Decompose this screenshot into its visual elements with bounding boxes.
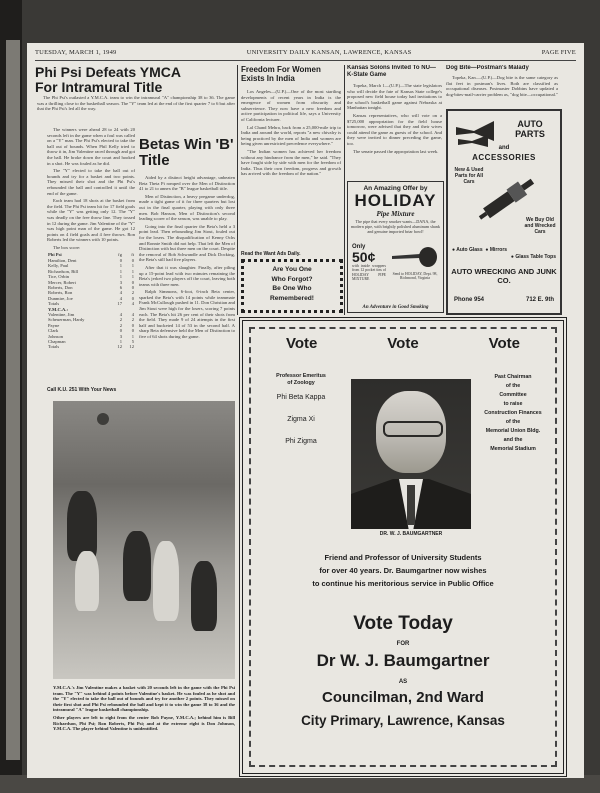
player-ft: 1 [131, 333, 134, 339]
player-name: Johnson [48, 333, 64, 339]
holiday-with: with inside wrappers from 12 pocket tins of HOLIDAY PIPE MIXTURE [352, 264, 386, 282]
holiday-sub: Pipe Mixture [376, 210, 415, 218]
holiday-tagline: The pipe that every smoker wants—DANA, the modern pipe, with brightly polished aluminum shank and genuine imported briar bowl! [351, 219, 440, 234]
auto-item: ● Auto Glass [452, 247, 483, 253]
player-fg: 2 [119, 322, 122, 328]
box-score-table [47, 252, 135, 349]
statement-line: Friend and Professor of University Students [324, 553, 482, 562]
solons-headline-text: Kansas Solons Invited To NU—K-State Game [347, 65, 436, 78]
player-name: Dunmire, Joe [48, 295, 73, 301]
betas-headline-text: Betas Win 'B' Title [139, 137, 234, 169]
player-name: Scheuerman, Hardy [48, 317, 85, 323]
player-name: Clark [48, 328, 59, 334]
credential-line: Construction Finances [484, 410, 542, 416]
remember-box [241, 259, 343, 313]
total-fg: 12 [117, 344, 122, 350]
header-page: PAGE FIVE [541, 49, 576, 56]
player-name: Richardson, Bill [48, 268, 79, 274]
page-header [35, 49, 576, 59]
player-fg: 4 [119, 311, 122, 317]
vote-word: Vote [387, 335, 419, 352]
auto-and: and [498, 145, 510, 151]
statement-line: for over 40 years. Dr. Baumgartner now wishes [319, 566, 487, 575]
dogbite-paragraph: Topeka, Kan.—(U.P.)—Dog bite is the same category as flat feet in postman's lives. Both are classified as occupational diseases. Postmaster Dobbins have updated a dog-bites-mail-carrier problem as, "dog bite—occupational." [446, 75, 558, 97]
vote-word: Vote [285, 335, 318, 352]
phipsi-paragraph: The Phi Psi's outlasted a Y.M.C.A. team to win the intramural "A" championship 38 to 36. The game was a thrilling close to the basketball season. The "Y" team led at the end of the first quarter 7 to 6 but after that the Phi Psi's led all the way. [37, 95, 235, 112]
vote-statement [251, 551, 555, 590]
player-ft: 1 [131, 274, 134, 280]
vote-as: AS [398, 679, 408, 685]
betas-paragraph: Ralph Simmons, 6-foot, 6-inch Beta center, sparked the Beta's with 14 points while teammate Frank McCullough pushed in 11. Don Christian and Jim Stout were high for the losers, scoring 7 points each. The Beta's hit 26 per cent of their shots from the field. They made 9 of 24 attempts in the first half and bucketed 14 of 53 in the second half. A sharp Beta defensive held the Men of Distinction to five of 64 shots during the game. [139, 289, 235, 340]
player-ft: 0 [131, 295, 134, 301]
india-paragraph: "The Indian women has achieved her freedom without any hindrance from the men," he said. "They have fought side by side with men for the freedom of India. Thus their own freedom, progress and growth has arrived with the freedom of the nation." [241, 148, 341, 177]
phipsi-paragraph: The "Y" elected to take the ball out of bounds and try for a basket and two points. They missed their shot and the Phi Psi's rebounded the ball and controlled it until the end of the game. [47, 168, 135, 196]
player-ft: 4 [131, 311, 134, 317]
total-ft: 4 [131, 301, 134, 307]
credential-line: of Zoology [287, 380, 315, 386]
player-fg: 3 [119, 279, 122, 285]
page-edge [6, 40, 20, 760]
auto-item: ● Glass Table Tops [510, 254, 556, 260]
player-name: Chapman [48, 338, 66, 344]
player-figure [153, 541, 179, 621]
remember-line: Are You One [272, 266, 312, 273]
pipe-icon [390, 246, 438, 268]
dogbite-body [446, 75, 558, 105]
player-name: Roberts, Don [48, 284, 73, 290]
photo-caption-text: Y.M.C.A.'s Jim Valentine makes a basket with 20 seconds left in the game with the Phi Psi team. The "Y" was behind 4 points before Valentine's basket. He was fouled as he shot and the "Y" elected to take the ball out of bounds and try for another 2 points. They missed on their first shot and Phi Psi rebounded the ball and kept it to win the game 38 to 36 and the intramural "A" league basketball championship. [53, 685, 235, 713]
auto-line: AUTO [517, 119, 543, 129]
auto-items [452, 247, 556, 261]
betas-paragraph: Going into the final quarter the Beta's held a 3 point lead. Then rebounding Jim Stout, fouled out for the losers. The disqualification of Kenny Ochs and Ronnie Smith did not help. That left the Men of Distinction with but three men on the court. Despite the removal of Bob Schwandle and Dick Docking, the Beta's still had five players. [139, 223, 235, 263]
player-name: Payne [48, 322, 60, 328]
auto-company: AUTO WRECKING AND JUNK CO. [451, 267, 557, 285]
credential-line: Professor Emeritus [276, 373, 326, 379]
remember-line: Who Forgot? [271, 275, 313, 283]
india-paragraph: Los Angeles—(U.P.)—One of the most startling developments of recent years in India is the emergence of women from obscurity and subservience. They now have a new freedom and active participation in political life, says a University of California lecturer. [241, 89, 341, 122]
betas-headline [139, 137, 235, 171]
solons-paragraph: Topeka, March 1—(U.P.)—The state legislators who will decide the fate of Kansas State college's proposed new field house today had invitations to the school's basketball game against Nebraska at Manhattan tonight. [347, 83, 442, 111]
box-team-name: Y.M.C.A.: [48, 306, 68, 312]
player-name: Valentine, Jim [48, 311, 75, 317]
total-ft: 12 [129, 344, 134, 350]
player-ft: 2 [131, 290, 134, 296]
auto-new-used: New & Used Parts for All Cars [454, 167, 484, 185]
credential-line: of the [505, 383, 521, 389]
auto-accessories: ACCESSORIES [472, 153, 536, 162]
portrait-caption: DR. W. J. BAUMGARTNER [379, 531, 443, 537]
player-ft: 2 [131, 317, 134, 323]
player-fg: 6 [119, 284, 122, 290]
player-fg: 2 [119, 317, 122, 323]
table-total-row [47, 344, 135, 349]
player-figure [75, 551, 99, 611]
player-fg: 4 [119, 290, 122, 296]
player-fg: 1 [119, 274, 122, 280]
auto-phone: Phone 954 [454, 297, 485, 303]
credential-line: Past Chairman [494, 374, 532, 380]
auto-parts-ad [446, 109, 562, 315]
total-label: Totals [48, 344, 60, 350]
remember-text [244, 262, 340, 303]
credential-line: and the [503, 437, 523, 443]
vote-word: Vote [488, 335, 521, 352]
auto-we-buy: We Buy Old and Wrecked Cars [524, 217, 556, 235]
holiday-ad [347, 181, 444, 313]
player-figure [123, 531, 151, 601]
call-line: Call K.U. 251 With Your News [47, 387, 117, 393]
phipsi-paragraph: Each team had 18 shots at the basket from the field. The Phi Psi team hit for 17 field goals while the "Y" was getting only 12. The "Y" was deadly on the free throw line. They tossed in 12 during the game. Jim Valentine of the "Y" was high point man of the game. He got 12 points on 4 field goals and 4 free throws. Ron Roberts led the winners with 10 points. [47, 198, 135, 243]
basketball-photo [53, 401, 235, 679]
player-fg: 3 [119, 333, 122, 339]
player-name: Mercer, Robert [48, 279, 76, 285]
holiday-brand: HOLIDAY [354, 191, 437, 210]
statement-line: to continue his meritorious service in Public Office [312, 579, 494, 588]
phipsi-lead [37, 95, 235, 125]
player-ft: 0 [131, 322, 134, 328]
portrait-glasses [383, 421, 443, 437]
auto-address: 712 E. 9th [525, 297, 554, 303]
vote-primary: City Primary, Lawrence, Kansas [301, 713, 505, 728]
header-date: TUESDAY, MARCH 1, 1949 [35, 49, 117, 56]
india-body [241, 89, 341, 247]
credential-line: Phi Zigma [285, 438, 317, 445]
solons-headline [347, 65, 442, 83]
vote-for: FOR [396, 641, 410, 647]
vote-right-credentials [473, 373, 553, 454]
phipsi-paragraph: The box score: [53, 244, 81, 250]
player-figure [191, 561, 217, 631]
total-label: Totals [48, 301, 60, 307]
auto-line: PARTS [515, 129, 545, 139]
player-ft: 1 [131, 268, 134, 274]
player-ft: 0 [131, 284, 134, 290]
phipsi-headline-line1: Phi Psi Defeats YMCA [35, 65, 182, 80]
vote-ad-inner-border [249, 327, 557, 767]
holiday-send: Send to HOLIDAY, Dept. 98, Richmond, Virginia [392, 272, 438, 281]
credential-line: Memorial Stadium [490, 446, 536, 452]
holiday-headline: An Amazing Offer by [363, 185, 428, 192]
credential-line: Zigma Xi [287, 416, 315, 423]
auto-item: ● Mirrors [485, 247, 508, 253]
player-name: Roberts, Ron [48, 290, 73, 296]
player-name: Tice, Orbin [48, 274, 70, 280]
player-fg: 1 [119, 263, 122, 269]
india-headline-text: Freedom For Women Exists In India [241, 65, 321, 83]
header-rule [35, 60, 576, 61]
player-ft: 0 [131, 257, 134, 263]
candidate-name: Dr W. J. Baumgartner [316, 651, 490, 670]
betas-paragraph: Aided by a distinct height advantage, unbeaten Beta Theta Pi romped over the Men of Distinction 41 to 21 to annex the "B" league basketball title. [139, 175, 235, 192]
betas-paragraph: After that it was slaughter. Finally, after piling up a 15-point lead with two minutes remaining the Beta's jerked two players off the court, leaving both teams with three men. [139, 264, 235, 287]
player-ft: 0 [131, 328, 134, 334]
box-col-ft: ft [131, 252, 134, 258]
dogbite-headline-text: Dog Bite—Postman's Malady [446, 65, 529, 71]
player-fg: 4 [119, 295, 122, 301]
phipsi-body [47, 127, 135, 397]
candidate-portrait [351, 379, 471, 529]
phipsi-paragraph: The winners were ahead 28 to 24 with 20 seconds left in the game when a foul was called on a "Y" man. The Phi Psi's elected to take the ball out of bounds. When Phil Kelly tried to throw it in, Jim Valentine raced through and got the ball. He broke down the court and hooked in a shot. He was fouled as he did. [47, 127, 135, 166]
credential-line: Memorial Union Bldg. [485, 428, 541, 434]
portrait-tie [407, 485, 415, 525]
credential-line: Phi Beta Kappa [276, 394, 326, 401]
dogbite-headline [446, 65, 558, 75]
holiday-footer: An Adventure in Good Smoking [362, 305, 429, 310]
credential-line: to raise [503, 401, 523, 407]
vote-ad [239, 317, 567, 777]
solons-paragraph: Kansas representatives, who will vote on a $725,000 appropriation for the field house tomorrow, were advised that they and their wives could attend the game as guests of the school. And they were invited to dinner preceding the game, too. [347, 112, 442, 146]
holiday-only: Only [352, 244, 366, 250]
india-paragraph: Lal Chand Mehra, back from a 25,000-mile trip to India and around the world, reports "a new chivalry is being practiced by the men of India and women are being given unrestricted precedence everywhere." [241, 124, 341, 147]
column-rule [237, 65, 238, 315]
player-name: Hamilton, Dent [48, 257, 77, 263]
player-fg: 1 [119, 268, 122, 274]
box-col-fg: fg [118, 252, 122, 258]
header-paper: UNIVERSITY DAILY KANSAN, LAWRENCE, KANSAS [246, 49, 412, 56]
betas-body [139, 175, 235, 397]
vote-left-credentials [255, 373, 347, 453]
want-ads-line: Read the Want Ads Daily. [241, 251, 301, 257]
india-headline [241, 65, 341, 87]
player-fg: 0 [119, 257, 122, 263]
holiday-price-block [352, 244, 386, 282]
phipsi-headline-line2: For Intramural Title [35, 79, 163, 93]
holiday-price: 50¢ [352, 249, 376, 265]
phipsi-headline [35, 65, 235, 93]
betas-paragraph: Men of Distinction, a heavy pregame underdog, made a tight game of it for three quarters but lost out in the final quarter, playing with only three men. Bob Hanson, Men of Distinction's second leading scorer of the season, was unable to play. [139, 193, 235, 222]
player-ft: 1 [131, 263, 134, 269]
credential-line: Committee [499, 392, 527, 398]
player-ft: 5 [131, 338, 134, 344]
box-team-name: Phi Psi [48, 252, 62, 258]
remember-line: Remembered! [270, 294, 314, 302]
total-fg: 17 [117, 301, 122, 307]
vote-office: Councilman, 2nd Ward [322, 689, 484, 706]
credential-line: of the [505, 419, 521, 425]
vote-row [251, 335, 555, 352]
solons-body [347, 83, 442, 179]
solons-paragraph: The senate passed the appropriation last week. [353, 148, 439, 154]
scan-binding-edge [0, 0, 22, 793]
newspaper-page [27, 43, 584, 778]
photo-caption-text-2: Other players are left to right from the center Bob Payne, Y.M.C.A.; behind him is Bill Richardson, Phi Psi; Ron Roberts, Phi Psi; and at the extreme right is Don Johnson, Y.M.C.A. The player behind Valentine is unidentified. [53, 714, 235, 732]
player-fg: 1 [119, 338, 122, 344]
player-fg: 0 [119, 328, 122, 334]
photo-caption [53, 685, 235, 769]
vote-today: Vote Today [353, 613, 453, 634]
player-ft: 0 [131, 279, 134, 285]
remember-line: Be One Who [272, 285, 312, 293]
auto-heading [504, 119, 556, 139]
player-name: Kelly, Paul [48, 263, 69, 269]
column-rule [344, 65, 345, 315]
basketball-icon [97, 413, 109, 425]
